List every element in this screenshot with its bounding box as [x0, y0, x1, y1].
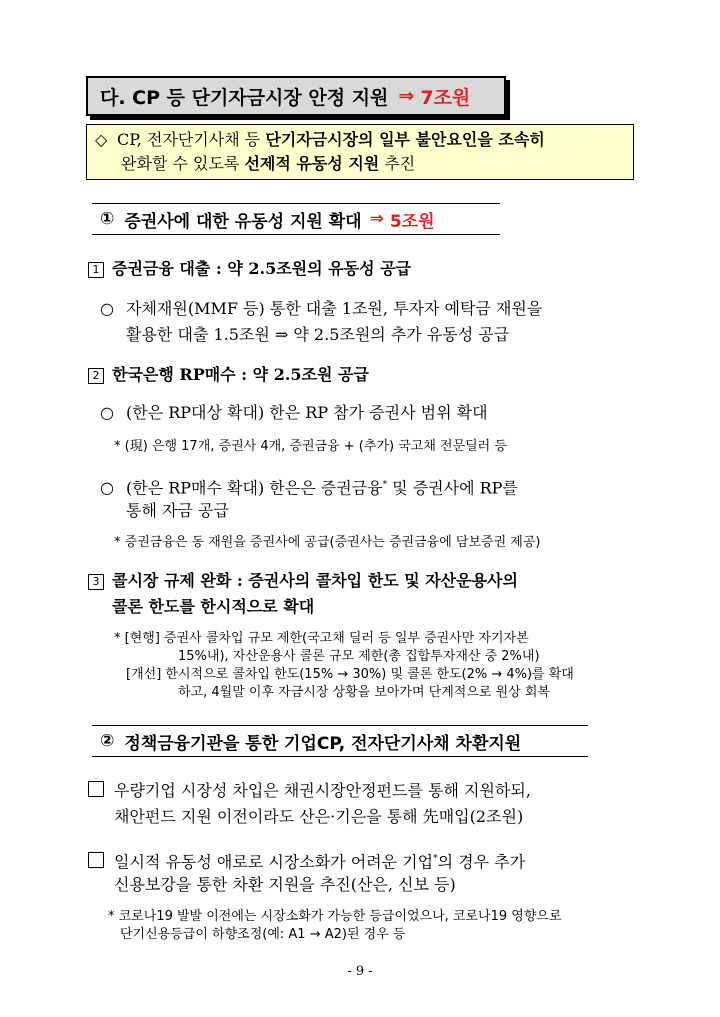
item-2-bullet-2-line2: 통해 자금 공급	[126, 501, 229, 520]
item-2-heading	[88, 362, 369, 388]
checkbox-bullet-icon	[88, 852, 104, 868]
footnote-marker: *	[433, 854, 438, 864]
item-1-text: 증권금융 대출 : 약 2.5조원의 유동성 공급	[112, 259, 412, 278]
item-2-bullet-2-text-a: (한은 RP매수 확대) 한은은 증권금융	[126, 478, 383, 498]
section-title-amount: 7조원	[420, 86, 471, 109]
summary-text-c: 완화할 수 있도록	[121, 154, 245, 173]
item-3-note-3: [개선] 한시적으로 콜차입 한도(15% → 30%) 및 콜론 한도(2% → 4%)를 확대	[126, 667, 574, 682]
item-2-text: 한국은행 RP매수 : 약 2.5조원 공급	[112, 365, 369, 384]
checkbox-bullet-icon	[88, 781, 104, 797]
circle-bullet-icon: ○	[100, 299, 114, 318]
item-3-heading	[88, 568, 518, 594]
item-5	[88, 846, 525, 875]
item-3-note-4: 하고, 4월말 이후 자금시장 상황을 보아가며 단계적으로 원상 회복	[178, 685, 550, 700]
item-5-line1-a: 일시적 유동성 애로로 시장소화가 어려운 기업	[114, 852, 434, 872]
item-2-bullet-1-text: (한은 RP대상 확대) 한은 RP 참가 증권사 범위 확대	[126, 403, 488, 422]
summary-text-e: 추진	[379, 154, 416, 173]
subsection-amount-1: 5조원	[389, 211, 435, 232]
item-2-bullet-2	[100, 472, 518, 501]
item-1-bullet	[100, 296, 542, 322]
item-3-note-1: * [현행] 증권사 콜차입 규모 제한(국고채 딜러 등 일부 증권사만 자기자본	[114, 631, 529, 646]
item-3-note-2: 15%내), 자산운용사 콜론 규모 제한(총 집합투자재산 중 2%내)	[178, 649, 540, 664]
circle-bullet-icon: ○	[100, 403, 114, 422]
item-2-note-1: * (現) 은행 17개, 증권사 4개, 증권금융 + (추가) 국고채 전문딜러 등	[114, 439, 507, 454]
summary-text-a: CP, 전자단기사채 등	[117, 130, 266, 149]
summary-text-b: 단기자금시장의 일부 불안요인을 조속히	[265, 130, 545, 149]
numbered-box-icon: 2	[88, 368, 104, 384]
numbered-box-icon: 3	[88, 574, 104, 590]
item-2-note-2: * 증권금융은 동 재원을 증권사에 공급(증권사는 증권금융에 담보증권 제공)	[114, 535, 541, 550]
item-3-line2: 콜론 한도를 한시적으로 확대	[112, 597, 315, 616]
section-title-box	[86, 76, 506, 116]
subsection-header-2	[92, 725, 588, 757]
subsection-title-1: 증권사에 대한 유동성 지원 확대	[124, 211, 362, 232]
item-3-line1: 콜시장 규제 완화 : 증권사의 콜차입 한도 및 자산운용사의	[112, 571, 518, 590]
item-5-note-2: 단기신용등급이 하향조정(예: A1 → A2)된 경우 등	[120, 927, 406, 942]
circled-number-2: ②	[100, 731, 115, 751]
page-number: - 9 -	[347, 964, 373, 979]
section-title: 다. CP 등 단기자금시장 안정 지원	[100, 86, 389, 109]
item-5-note-1: * 코로나19 발발 이전에는 시장소화가 가능한 등급이었으나, 코로나19 영향으로	[108, 909, 562, 924]
item-5-line2: 신용보강을 통한 차환 지원을 추진(산은, 신보 등)	[114, 875, 456, 894]
item-4-line1: 우량기업 시장성 차입은 채권시장안정펀드를 통해 지원하되,	[114, 781, 531, 800]
item-1-bullet-line1: 자체재원(MMF 등) 통한 대출 1조원, 투자자 예탁금 재원을	[126, 299, 543, 318]
item-5-line1-b: 의 경우 추가	[437, 852, 526, 872]
item-2-bullet-2-text-b: 및 증권사에 RP를	[387, 478, 518, 498]
arrow-icon: ⇒	[398, 85, 415, 107]
subsection-header-1	[92, 203, 500, 235]
footnote-marker: *	[382, 480, 388, 490]
item-1-heading	[88, 256, 411, 282]
summary-box	[86, 124, 634, 180]
circle-bullet-icon: ○	[100, 478, 114, 498]
summary-text-d: 선제적 유동성 지원	[244, 154, 380, 173]
numbered-box-icon: 1	[88, 262, 104, 278]
item-2-bullet-1	[100, 400, 488, 426]
arrow-icon: ⇒	[369, 209, 384, 229]
item-4	[88, 778, 531, 804]
subsection-title-2: 정책금융기관을 통한 기업CP, 전자단기사채 차환지원	[124, 733, 522, 754]
diamond-icon: ◇	[95, 130, 108, 149]
circled-number-1: ①	[100, 209, 115, 229]
item-4-line2: 채안펀드 지원 이전이라도 산은·기은을 통해 先매입(2조원)	[114, 807, 524, 826]
item-1-bullet-line2: 활용한 대출 1.5조원 ⇒ 약 2.5조원의 추가 유동성 공급	[126, 325, 510, 344]
